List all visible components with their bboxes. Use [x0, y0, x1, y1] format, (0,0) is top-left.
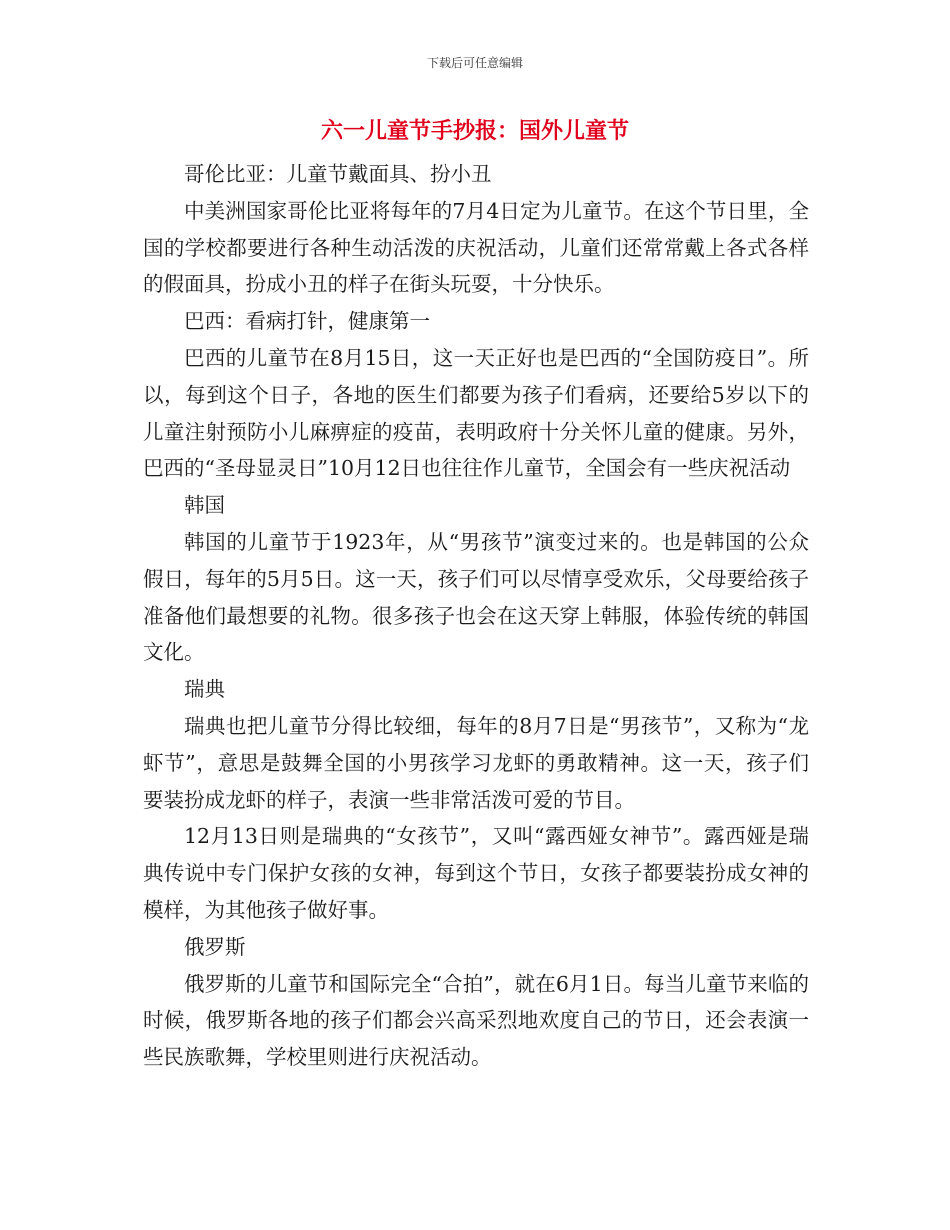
section-heading-colombia: 哥伦比亚：儿童节戴面具、扮小丑	[184, 162, 492, 186]
section-heading-sweden: 瑞典	[184, 677, 225, 702]
section-heading-russia: 俄罗斯	[184, 934, 246, 959]
paragraph-russia: 俄罗斯的儿童节和国际完全“合拍”，就在6月1日。每当儿童节来临的时候，俄罗斯各地的孩子们都会兴高采烈地欢度自己的节日，还会表演一些民族歌舞，学校里则进行庆祝活动。	[143, 971, 809, 1070]
paragraph-colombia: 中美洲国家哥伦比亚将每年的7月4日定为儿童节。在这个节日里，全国的学校都要进行各种生动活泼的庆祝活动，儿童们还常常戴上各式各样的假面具，扮成小丑的样子在街头玩耍，十分快乐。	[143, 198, 809, 297]
section-heading-korea: 韩国	[184, 493, 225, 518]
paragraph-brazil: 巴西的儿童节在8月15日，这一天正好也是巴西的“全国防疫日”。所以，每到这个日子，各地的医生们都要为孩子们看病，还要给5岁以下的儿童注射预防小儿麻痹症的疫苗，表明政府十分关怀儿童的健康。另外，巴西的“圣母显灵日”10月12日也往往作儿童节，全国会有一些庆祝活动	[143, 345, 809, 481]
header-note: 下载后可任意编辑	[426, 56, 523, 70]
paragraph-korea: 韩国的儿童节于1923年，从“男孩节”演变过来的。也是韩国的公众假日，每年的5月5日。这一天，孩子们可以尽情享受欢乐，父母要给孩子准备他们最想要的礼物。很多孩子也会在这天穿上韩服，体验传统的韩国文化。	[143, 529, 809, 665]
section-heading-brazil: 巴西：看病打针，健康第一	[184, 309, 430, 334]
document-body	[143, 156, 809, 1076]
paragraph-sweden-boys: 瑞典也把儿童节分得比较细，每年的8月7日是“男孩节”，又称为“龙虾节”，意思是鼓舞全国的小男孩学习龙虾的勇敢精神。这一天，孩子们要装扮成龙虾的样子，表演一些非常活泼可爱的节目。	[143, 713, 809, 812]
document-title: 六一儿童节手抄报：国外儿童节	[320, 119, 629, 144]
paragraph-sweden-girls: 12月13日则是瑞典的“女孩节”，又叫“露西娅女神节”。露西娅是瑞典传说中专门保护女孩的女神，每到这个节日，女孩子都要装扮成女神的模样，为其他孩子做好事。	[143, 824, 809, 922]
